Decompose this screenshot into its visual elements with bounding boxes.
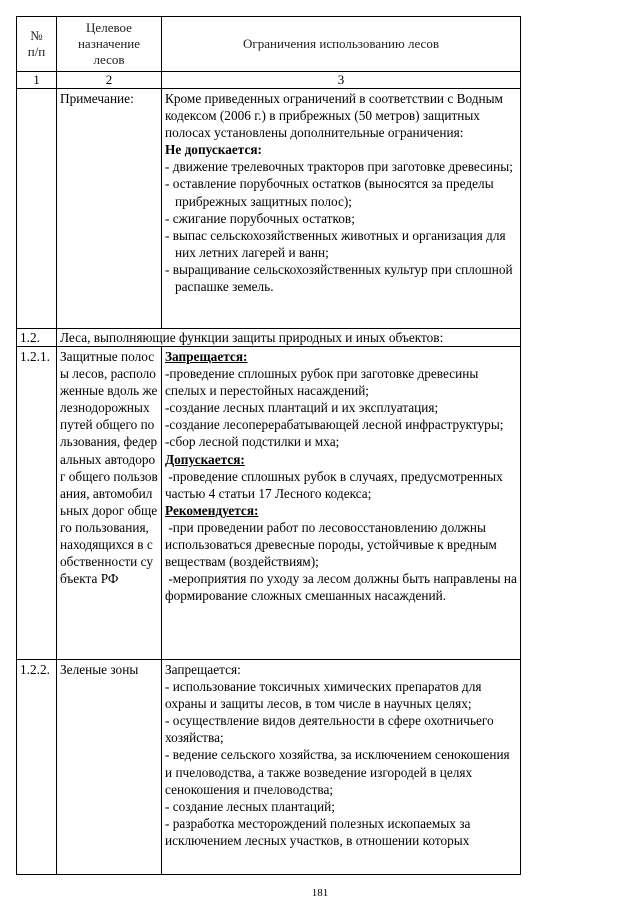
row-1-2-2 [16,660,521,875]
note-intro: Кроме приведенных ограничений в соответствии с Водным кодексом (2006 г.) в прибрежных (50 метров) защитных полосах установлены дополнительные ограничения: [165,91,503,141]
section-title: Леса, выполняющие функции защиты природных и иных объектов: [60,330,444,345]
prohibited-heading: Запрещается: [165,349,248,364]
green-zone-item: - осуществление видов деятельности в сфере охотничьего хозяйства; [165,713,494,746]
note-item: - выращивание сельскохозяйственных культур при сплошной распашке земель. [165,261,513,295]
recommended-item: -при проведении работ по лесовосстановлению должны использоваться древесные породы, устойчивые к вредным веществам (воздействиям); [165,519,501,570]
recommended-item: -мероприятия по уходу за лесом должны быть направлены на формирование сложных смешанных насаждений. [165,571,521,604]
prohibited-item: -создание лесоперерабатывающей лесной инфраструктуры; [165,417,504,433]
note-row [16,89,521,329]
green-zone-heading: Запрещается: [165,662,241,677]
note-item: - движение трелевочных тракторов при заготовке древесины; [165,159,513,175]
green-zone-item: - использование токсичных химических препаратов для охраны и защиты лесов, в том числе в научных целях; [165,679,482,712]
section-row [16,329,521,347]
row-1-2-1-number: 1.2.1. [17,347,57,659]
green-zone-item: - создание лесных плантаций; [165,798,335,814]
col-number-2: 2 [57,72,162,88]
note-label: Примечание: [57,89,162,328]
allowed-heading: Допускается: [165,451,245,467]
note-row-number [17,89,57,328]
row-1-2-2-label: Зеленые зоны [57,660,162,874]
header-col-restrictions: Ограничения использованию лесов [243,36,439,51]
note-item: - сжигание порубочных остатков; [165,210,355,226]
note-content [162,89,520,328]
recommended-heading: Рекомендуется: [165,502,259,518]
note-heading: Не допускается: [165,142,262,158]
green-zone-item: - разработка месторождений полезных ископаемых за исключением лесных участков, в отношении которых [165,815,471,848]
note-item: - оставление порубочных остатков (выносятся за пределы прибрежных защитных полос); [165,176,494,209]
table-header-row [16,16,521,72]
row-1-2-1 [16,347,521,660]
green-zone-item: - ведение сельского хозяйства, за исключением сенокошения и пчеловодства, а также возведение изгородей в целях сенокошения и пчеловодства; [165,747,510,797]
header-col-number: № п/п [17,17,57,71]
row-1-2-2-number: 1.2.2. [17,660,57,874]
prohibited-item: -проведение сплошных рубок при заготовке древесины спелых и перестойных насаждений; [165,366,479,399]
section-number: 1.2. [17,329,57,346]
page-number: 181 [311,887,329,899]
row-1-2-2-content [162,660,520,874]
row-1-2-1-label: Защитные полосы лесов, расположенные вдоль железнодорожных путей общего пользования, федеральных автодорог общего пользования, автомобильных дорог общего пользования, находящихся в собственности субъекта РФ [57,347,162,659]
prohibited-item: -создание лесных плантаций и их эксплуатация; [165,400,439,416]
restrictions-table [16,16,521,875]
row-1-2-1-content [162,347,520,659]
prohibited-item: -сбор лесной подстилки и мха; [165,434,340,450]
note-item: - выпас сельскохозяйственных животных и организация для них летних лагерей и ванн; [165,227,506,260]
allowed-item: -проведение сплошных рубок в случаях, предусмотренных частью 4 статьи 17 Лесного кодекса; [165,468,507,501]
header-col-purpose: Целевое назначение лесов [57,17,162,71]
col-number-1: 1 [17,72,57,88]
column-numbers-row [16,72,521,89]
col-number-3: 3 [337,72,345,87]
